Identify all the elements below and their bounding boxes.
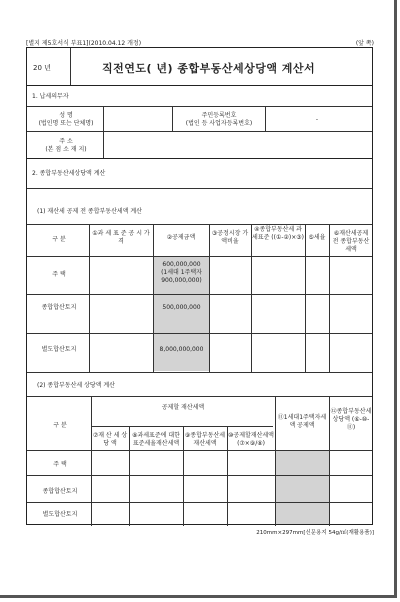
table2-category-header: 구 분	[53, 422, 67, 429]
name-label: 성 명	[59, 112, 73, 119]
id-label: 주민등록번호	[201, 112, 237, 119]
section2-heading: 2. 종합부동산세상당액 계산	[32, 170, 106, 177]
table1-row-deduction: 8,000,000,000	[159, 346, 204, 353]
table2-col-7: ⑦재 산 세 상 당 액	[92, 432, 128, 447]
title-divider	[70, 48, 71, 85]
table2-col-10: ⑩공제할재산세액 (⑦×⑨/⑧)	[228, 432, 274, 447]
form-number: [별지 제5호서식 부표1](2010.04.12 개정)	[26, 40, 142, 47]
table2-group-header: 공제할 재산세액	[161, 404, 205, 411]
table1-row-deduction: 500,000,000	[162, 304, 201, 311]
section2-sub1: (1) 재산세 공제 전 종합부동산세액 계산	[37, 208, 142, 215]
table1-row-deduction: 600,000,000	[162, 261, 201, 268]
table2-shaded-cell	[276, 476, 329, 502]
page-side-label: (앞 쪽)	[355, 40, 374, 47]
table2-col-12: ⑫종합부동산세 상당액 (⑥-⑩-⑪)	[330, 408, 372, 431]
table1-row-label: 별도합산토지	[41, 346, 77, 353]
section2-sub2: (2) 종합부동산세 상당액 계산	[37, 382, 115, 389]
table1-row-deduction-note: (1세대 1주택자 900,000,000)	[161, 269, 202, 284]
table2-col-8: ⑧과세표준에 대한 표준세율재산세액	[132, 432, 180, 447]
form-title: 직전연도( 년) 종합부동산세상당액 계산서	[102, 62, 316, 75]
address-label: 주 소	[59, 138, 73, 145]
table2-row-label: 주 택	[53, 461, 67, 468]
year-label: 20 년	[33, 64, 51, 72]
table1-row-label: 주 택	[52, 271, 66, 278]
table2-row-label: 종합합산토지	[42, 488, 78, 495]
table1-col-4: ④종합부동산세 과세표준 ((①-②)×③)	[252, 226, 304, 241]
address-sublabel: (본 점 소 재 지)	[45, 146, 87, 153]
section1-heading: 1. 납세의무자	[32, 93, 69, 100]
table1-row-label: 종합합산토지	[41, 304, 77, 311]
table1-col-6: ⑥재산세공제 전 종합부동산세액	[332, 230, 370, 253]
calculation-form	[26, 47, 373, 525]
table2-shaded-cell	[276, 451, 329, 475]
table1-col-2: ②공제금액	[166, 234, 196, 241]
table1-category-header: 구 분	[52, 236, 66, 243]
id-value: -	[315, 116, 319, 123]
table2-col-9: ⑨종합부동산세 재산세액	[184, 432, 226, 447]
name-sublabel: (법인명 또는 단체명)	[38, 120, 94, 127]
table2-col-11: ⑪1세대1주택자세액 공제액	[277, 414, 327, 429]
table1-col-1: ①과 세 표 준 공 시 가 격	[92, 230, 150, 245]
table1-col-3: ③공정시장 가액비율	[211, 230, 249, 245]
paper-spec-footer: 210mm×297mm[신문용지 54g/㎡(재활용품)]	[256, 530, 374, 536]
table2-shaded-cell	[276, 503, 329, 524]
table1-col-5: ⑤세율	[308, 234, 326, 241]
title-bottom-line	[27, 85, 372, 86]
id-sublabel: (법인 등 사업자등록번호)	[185, 120, 253, 127]
table2-row-label: 별도합산토지	[42, 511, 78, 518]
